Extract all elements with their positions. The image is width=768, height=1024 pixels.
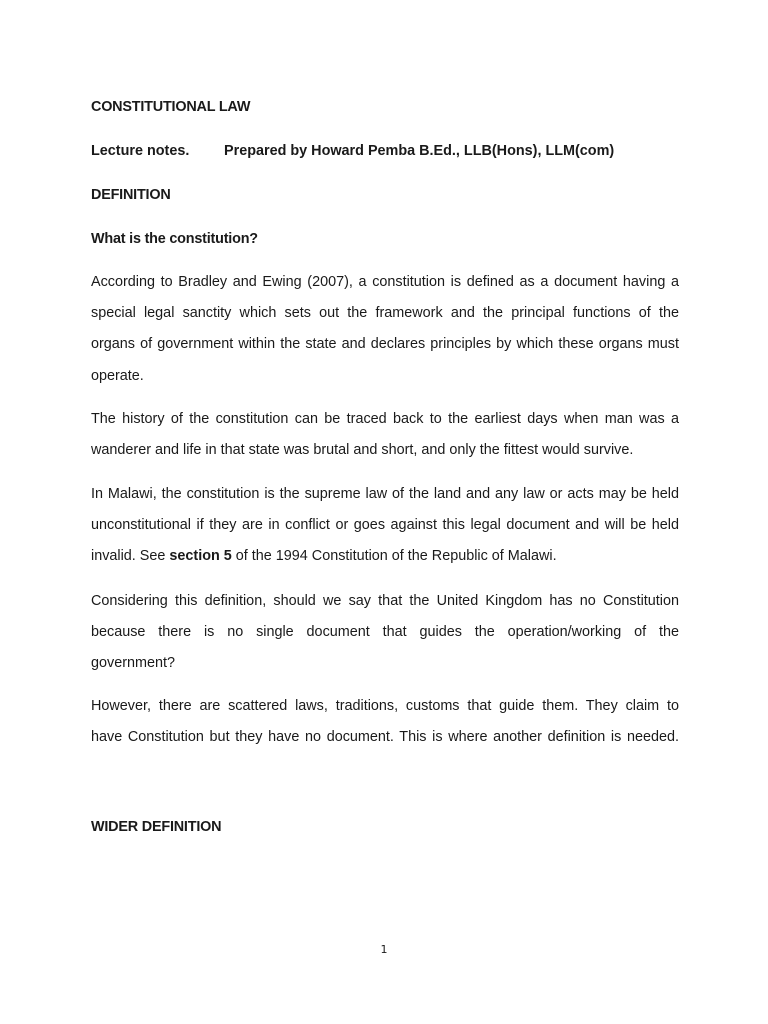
page-number: 1 (380, 943, 388, 956)
paragraph-line: The history of the constitution can be traced back to the earliest days when man was a (91, 411, 679, 427)
section-heading-definition: DEFINITION (91, 187, 171, 203)
paragraph-uk-question (91, 586, 679, 680)
question-heading: What is the constitution? (91, 231, 258, 247)
paragraph-line: special legal sanctity which sets out the framework and the principal functions of the (91, 305, 679, 322)
lecture-info-row (91, 143, 615, 159)
text-segment: invalid. See (91, 548, 170, 565)
paragraph-definition (91, 267, 679, 392)
paragraph-line: wanderer and life in that state was brutal and short, and only the fittest would survive. (91, 442, 634, 459)
paragraph-line: Considering this definition, should we say that the United Kingdom has no Constitution (91, 593, 679, 609)
paragraph-line: operate. (91, 367, 144, 384)
paragraph-line: organs of government within the state and declares principles by which these organs must (91, 336, 679, 353)
text-segment: of the 1994 Constitution of the Republic of Malawi. (231, 548, 557, 565)
prepared-by: Prepared by Howard Pemba B.Ed., LLB(Hons), LLM(com) (224, 143, 615, 159)
paragraph-line: unconstitutional if they are in conflict or goes against this legal document and will be held (91, 517, 679, 534)
paragraph-line: government? (91, 655, 175, 672)
section-heading-wider-definition: WIDER DEFINITION (91, 819, 222, 835)
paragraph-line: because there is no single document that guides the operation/working of the (91, 624, 679, 641)
paragraph-line: However, there are scattered laws, traditions, customs that guide them. They claim to (91, 698, 679, 714)
paragraph-line: In Malawi, the constitution is the supreme law of the land and any law or acts may be held (91, 486, 679, 502)
paragraph-line (91, 541, 679, 572)
paragraph-malawi (91, 479, 679, 573)
paragraph-history (91, 404, 679, 466)
paragraph-uk-answer (91, 691, 679, 753)
paragraph-line: have Constitution but they have no document. This is where another definition is needed. (91, 729, 679, 746)
paragraph-line: According to Bradley and Ewing (2007), a constitution is defined as a document having a (91, 274, 679, 290)
lecture-label: Lecture notes. (91, 143, 190, 159)
section-reference: section 5 (169, 548, 232, 565)
document-title: CONSTITUTIONAL LAW (91, 99, 251, 115)
